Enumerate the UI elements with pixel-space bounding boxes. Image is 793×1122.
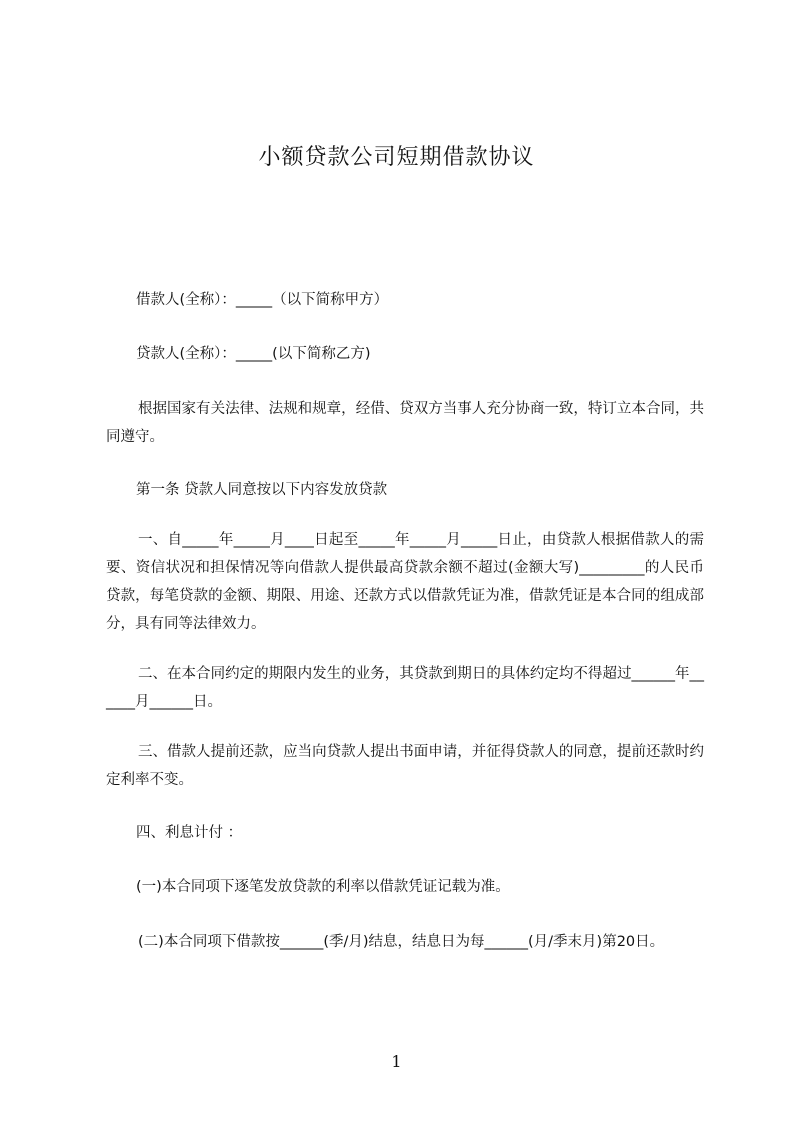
clause-3-paragraph: 三、借款人提前还款，应当向贷款人提出书面申请，并征得贷款人的同意，提前还款时约定利率不变。 <box>106 744 704 788</box>
article-1-heading: 第一条 贷款人同意按以下内容发放贷款 <box>136 482 388 498</box>
borrower-line: 借款人(全称）：_____（以下简称甲方） <box>136 292 389 308</box>
document-title: 小额贷款公司短期借款协议 <box>258 145 535 170</box>
interest-item-2: (二)本合同项下借款按______(季/月)结息，结息日为每______(月/季末月)第20日。 <box>138 934 665 950</box>
page-number: 1 <box>391 1052 402 1071</box>
clause-1-paragraph: 一、自_____年_____月____日起至_____年_____月_____日止，由贷款人根据借款人的需要、资信状况和担保情况等向借款人提供最高贷款余额不超过(金额大写)_________的人民币贷款，每笔贷款的金额、期限、用途、还款方式以借款凭证为准，借款凭证是本合同的组成部分，具有同等法律效力。 <box>106 532 704 632</box>
preamble-paragraph: 根据国家有关法律、法规和规章，经借、贷双方当事人充分协商一致，特订立本合同，共同遵守。 <box>106 401 704 445</box>
clause-2-paragraph: 二、在本合同约定的期限内发生的业务，其贷款到期日的具体约定均不得超过______年______月______日。 <box>106 666 704 710</box>
lender-line: 贷款人(全称）：_____(以下简称乙方) <box>136 346 371 362</box>
clause-4-heading: 四、利息计付 ： <box>136 825 243 841</box>
interest-item-1: (一)本合同项下逐笔发放贷款的利率以借款凭证记载为准。 <box>136 879 510 895</box>
